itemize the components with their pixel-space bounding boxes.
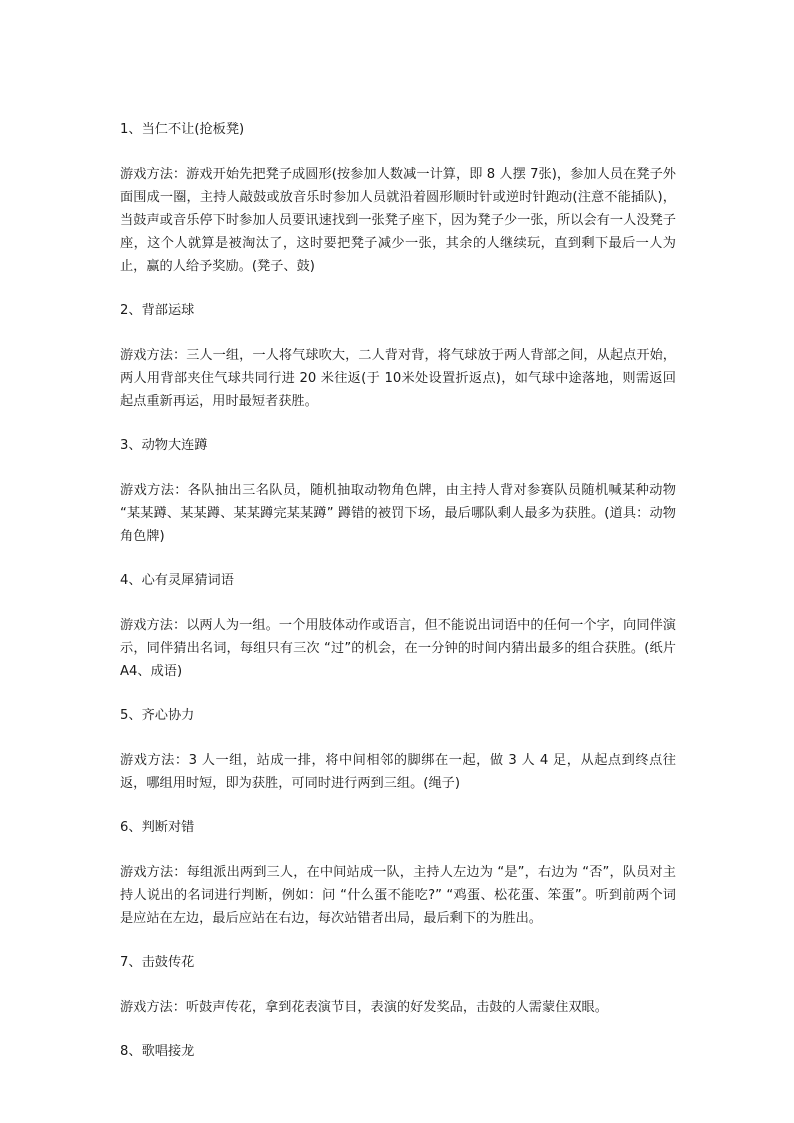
section-body: 游戏方法：3 人一组，站成一排，将中间相邻的脚绑在一起，做 3 人 4 足，从起点到终点往返，哪组用时短，即为获胜，可同时进行两到三组。(绳子) <box>120 753 676 791</box>
document-page <box>120 119 676 1085</box>
section-body: 游戏方法：各队抽出三名队员，随机抽取动物角色牌，由主持人背对参赛队员随机喊某种动物 “某某蹲、某某蹲、某某蹲完某某蹲” 蹲错的被罚下场，最后哪队剩人最多为获胜。(道具：动物角色牌) <box>120 483 676 544</box>
section-2 <box>120 300 676 413</box>
section-body: 游戏方法：以两人为一组。一个用肢体动作或语言，但不能说出词语中的任何一个字，向同伴演示，同伴猜出名词，每组只有三次 “过”的机会，在一分钟的时间内猜出最多的组合获胜。(纸片 A4、成语) <box>120 618 676 679</box>
section-body: 游戏方法：每组派出两到三人，在中间站成一队，主持人左边为 “是”，右边为 “否”，队员对主持人说出的名词进行判断，例如：问 “什么蛋不能吃?” “鸡蛋、松花蛋、笨蛋”。听到前两个词是应站在左边，最后应站在右边，每次站错者出局，最后剩下的为胜出。 <box>120 865 676 926</box>
section-body: 游戏方法：听鼓声传花，拿到花表演节目，表演的好发奖品，击鼓的人需蒙住双眼。 <box>120 1000 608 1015</box>
section-1 <box>120 119 676 278</box>
section-heading: 6、判断对错 <box>120 820 195 835</box>
section-heading: 5、齐心协力 <box>120 708 195 723</box>
section-heading: 2、背部运球 <box>120 303 195 318</box>
section-3 <box>120 435 676 548</box>
section-body: 游戏方法：三人一组，一人将气球吹大，二人背对背，将气球放于两人背部之间，从起点开始，两人用背部夹住气球共同行进 20 米往返(于 10米处设置折返点)，如气球中途落地，则需返回起点重新再运，用时最短者获胜。 <box>120 348 676 409</box>
section-heading: 4、心有灵犀猜词语 <box>120 573 234 588</box>
section-body: 游戏方法：游戏开始先把凳子成圆形(按参加人数减一计算，即 8 人摆 7张)，参加人员在凳子外面围成一圈，主持人敲鼓或放音乐时参加人员就沿着圆形顺时针或逆时针跑动(注意不能插队)，当鼓声或音乐停下时参加人员要讯速找到一张凳子座下，因为凳子少一张，所以会有一人没凳子座，这个人就算是被淘汰了，这时要把凳子减少一张，其余的人继续玩，直到剩下最后一人为止，赢的人给予奖励。(凳子、鼓) <box>120 167 676 274</box>
section-8 <box>120 1041 676 1063</box>
section-heading: 3、动物大连蹲 <box>120 438 208 453</box>
section-heading: 8、歌唱接龙 <box>120 1044 195 1059</box>
section-heading: 7、击鼓传花 <box>120 955 195 970</box>
section-7 <box>120 952 676 1019</box>
section-5 <box>120 705 676 795</box>
section-heading: 1、当仁不让(抢板凳) <box>120 122 245 137</box>
section-4 <box>120 570 676 683</box>
section-6 <box>120 817 676 930</box>
